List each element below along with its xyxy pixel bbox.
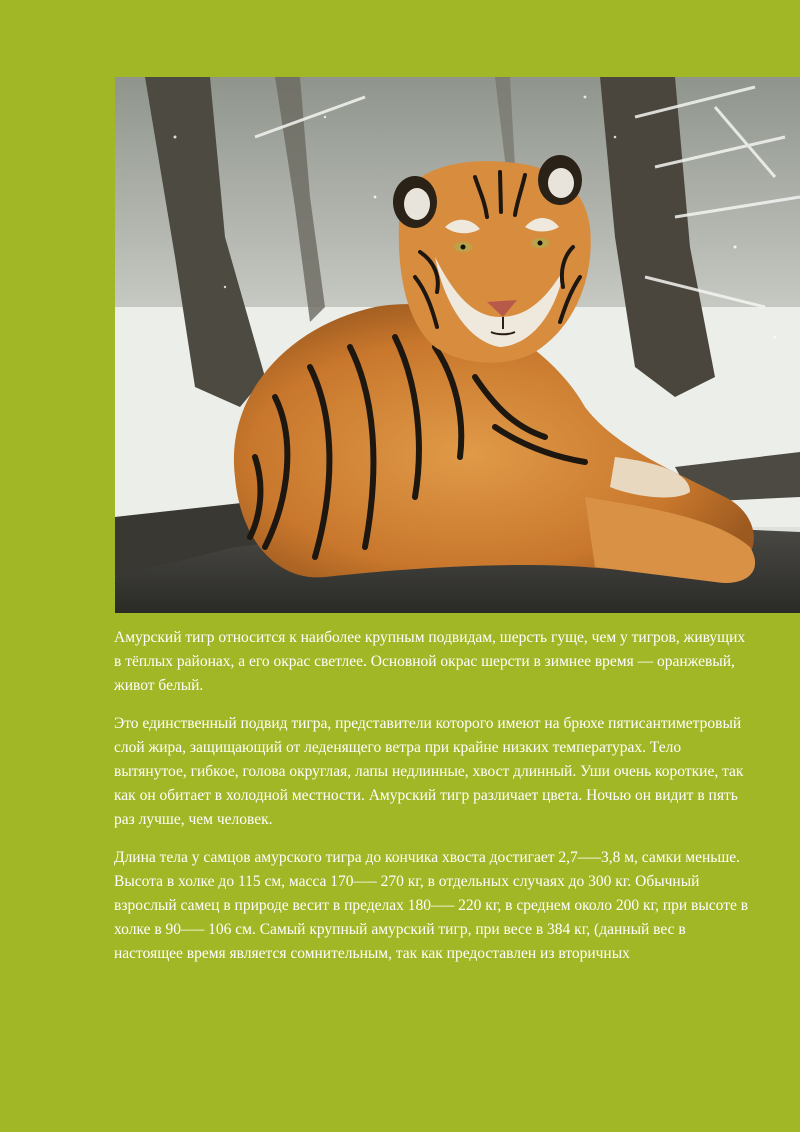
tiger-photo	[115, 77, 800, 613]
paragraph-appearance: Амурский тигр относится к наиболее крупным подвидам, шерсть гуще, чем у тигров, живущих в тёплых районах, а его окрас светлее. Основной окрас шерсти в зимнее время — оранжевый, живот белый.	[114, 629, 746, 694]
paragraph-adaptation: Это единственный подвид тигра, представители которого имеют на брюхе пятисантиметровый слой жира, защищающий от леденящего ветра при крайне низких температурах. Тело вытянутое, гибкое, голова округлая, лапы недлинные, хвост длинный. Уши очень короткие, так как он обитает в холодной местности. Амурский тигр различает цвета. Ночью он видит в пять раз лучше, чем человек.	[114, 715, 744, 828]
paragraph-size: Длина тела у самцов амурского тигра до кончика хвоста достигает 2,7—–3,8 м, самки меньше. Высота в холке до 115 см, масса 170—– 270 кг, в отдельных случаях до 300 кг. Обычный взрослый самец в природе весит в пределах 180—– 220 кг, в среднем около 200 кг, при высоте в холке в 90—– 106 см. Самый крупный амурский тигр, при весе в 384 кг, (данный вес в настоящее время является сомнительным, так как предоставлен из вторичных	[114, 849, 749, 962]
article-text	[114, 626, 754, 980]
